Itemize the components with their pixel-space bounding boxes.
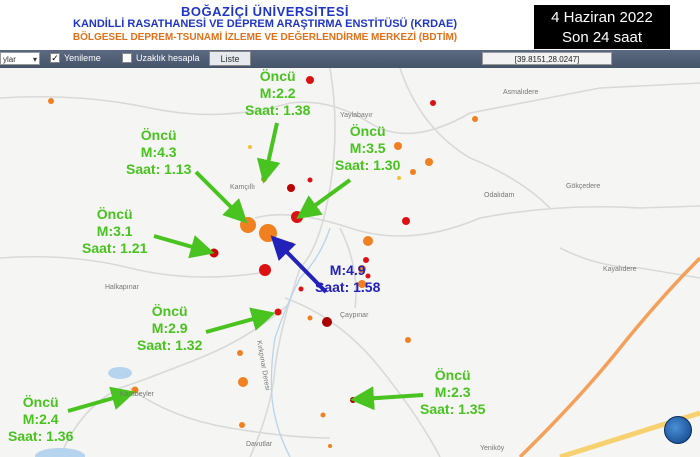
quake-marker[interactable]: [291, 211, 303, 223]
toolbar: [0, 50, 700, 69]
place-label: Yaylabayır: [340, 112, 373, 119]
header: [0, 0, 700, 50]
arrow-m24: [68, 395, 124, 411]
refresh-checkbox[interactable]: ✓: [51, 53, 59, 63]
callout-time: Saat: 1.38: [245, 102, 311, 118]
toolbar-bar: [0, 50, 700, 68]
coordinate-readout: [39.8151,28.0247]: [482, 52, 612, 65]
place-label: Halkapınar: [105, 284, 139, 291]
lake: [108, 367, 132, 379]
place-label: Yeniköy: [480, 445, 505, 452]
place-label: Kırkpınar Deresi: [255, 340, 271, 392]
callout-magnitude: M:2.4: [22, 411, 59, 427]
university-title: BOĞAZİÇİ ÜNİVERSİTESİ: [181, 4, 349, 19]
place-label: Çaypınar: [340, 312, 369, 319]
callout-m23: [420, 367, 485, 418]
callout-magnitude: M:4.9: [329, 262, 366, 278]
quake-marker[interactable]: [299, 287, 304, 292]
place-label: Karabeyler: [120, 391, 154, 398]
quake-marker-mainshock[interactable]: [259, 224, 277, 242]
place-label: Asmalıdere: [503, 89, 539, 96]
lake: [35, 448, 85, 457]
institute-title: KANDİLLİ RASATHANESİ VE DEPREM ARAŞTIRMA ENSTİTÜSÜ (KRDAE): [73, 18, 457, 30]
quake-marker[interactable]: [287, 184, 295, 192]
quake-marker[interactable]: [350, 397, 356, 403]
quake-marker[interactable]: [308, 178, 313, 183]
quake-marker[interactable]: [321, 413, 326, 418]
callout-time: Saat: 1.21: [82, 240, 148, 256]
callout-m35: [335, 123, 400, 174]
quake-marker[interactable]: [275, 309, 282, 316]
list-button[interactable]: Liste: [209, 51, 251, 66]
arrow-m23: [362, 395, 423, 399]
callout-m29: [137, 303, 202, 354]
callout-magnitude: M:2.3: [434, 384, 471, 400]
quake-marker[interactable]: [322, 317, 332, 327]
callout-label: Öncü: [151, 303, 188, 319]
callout-time: Saat: 1.32: [137, 337, 203, 353]
place-label: Gökçedere: [566, 183, 601, 190]
chevron-down-icon: ▾: [32, 55, 37, 64]
quake-marker[interactable]: [261, 176, 267, 182]
quake-marker[interactable]: [238, 377, 248, 387]
callout-label: Öncü: [22, 394, 59, 410]
callout-label: Öncü: [140, 127, 177, 143]
quake-marker[interactable]: [430, 100, 436, 106]
center-title: BÖLGESEL DEPREM-TSUNAMİ İZLEME VE DEĞERLENDİRME MERKEZİ (BDTİM): [72, 32, 458, 43]
callout-time: Saat: 1.58: [315, 279, 381, 295]
callout-time: Saat: 1.13: [126, 161, 192, 177]
arrow-m35: [306, 180, 350, 212]
quake-marker[interactable]: [248, 145, 252, 149]
refresh-label: Yenileme: [64, 53, 101, 63]
date-label: 4 Haziran 2022: [551, 9, 653, 26]
callout-time: Saat: 1.30: [335, 157, 401, 173]
place-label: Davutlar: [246, 441, 273, 448]
date-box: [534, 5, 670, 49]
distance-label: Uzaklık hesapla: [136, 53, 200, 63]
place-label: Kayalıdere: [603, 266, 637, 273]
callout-label: Öncü: [259, 68, 296, 84]
layer-select-value: ylar: [3, 55, 16, 64]
place-label: Kamçıllı: [230, 184, 255, 191]
callout-m22: [245, 68, 310, 119]
quake-marker[interactable]: [239, 422, 245, 428]
quake-marker[interactable]: [410, 169, 416, 175]
quake-marker[interactable]: [402, 217, 410, 225]
quake-marker[interactable]: [363, 236, 373, 246]
place-label: Odalıdam: [484, 192, 515, 199]
quake-marker[interactable]: [425, 158, 433, 166]
quake-marker[interactable]: [308, 316, 313, 321]
kandilli-logo-icon: [664, 416, 692, 444]
callout-m49: [315, 262, 380, 296]
callout-label: Öncü: [434, 367, 471, 383]
arrow-m43: [196, 172, 239, 215]
callout-magnitude: M:2.9: [151, 320, 188, 336]
callout-label: Öncü: [96, 206, 133, 222]
callout-magnitude: M:2.2: [259, 85, 296, 101]
callout-magnitude: M:3.1: [96, 223, 133, 239]
callout-m31: [82, 206, 147, 257]
quake-marker[interactable]: [328, 444, 332, 448]
callout-time: Saat: 1.36: [8, 428, 74, 444]
distance-checkbox[interactable]: [122, 53, 132, 63]
quake-marker[interactable]: [405, 337, 411, 343]
quake-marker[interactable]: [210, 249, 219, 258]
callout-m43: [126, 127, 191, 178]
callout-magnitude: M:4.3: [140, 144, 177, 160]
period-label: Son 24 saat: [561, 29, 643, 46]
quake-marker[interactable]: [48, 98, 54, 104]
map-canvas[interactable]: [0, 68, 700, 457]
quake-marker[interactable]: [397, 176, 401, 180]
quake-marker[interactable]: [240, 217, 256, 233]
layer-select[interactable]: [0, 52, 40, 65]
arrow-m31: [154, 236, 203, 250]
quake-marker[interactable]: [472, 116, 478, 122]
callout-time: Saat: 1.35: [420, 401, 486, 417]
quake-marker[interactable]: [237, 350, 243, 356]
callout-label: Öncü: [349, 123, 386, 139]
callout-magnitude: M:3.5: [349, 140, 386, 156]
quake-marker[interactable]: [259, 264, 271, 276]
quake-marker[interactable]: [288, 242, 294, 248]
callout-m24: [8, 394, 73, 445]
arrow-m22: [266, 123, 277, 172]
